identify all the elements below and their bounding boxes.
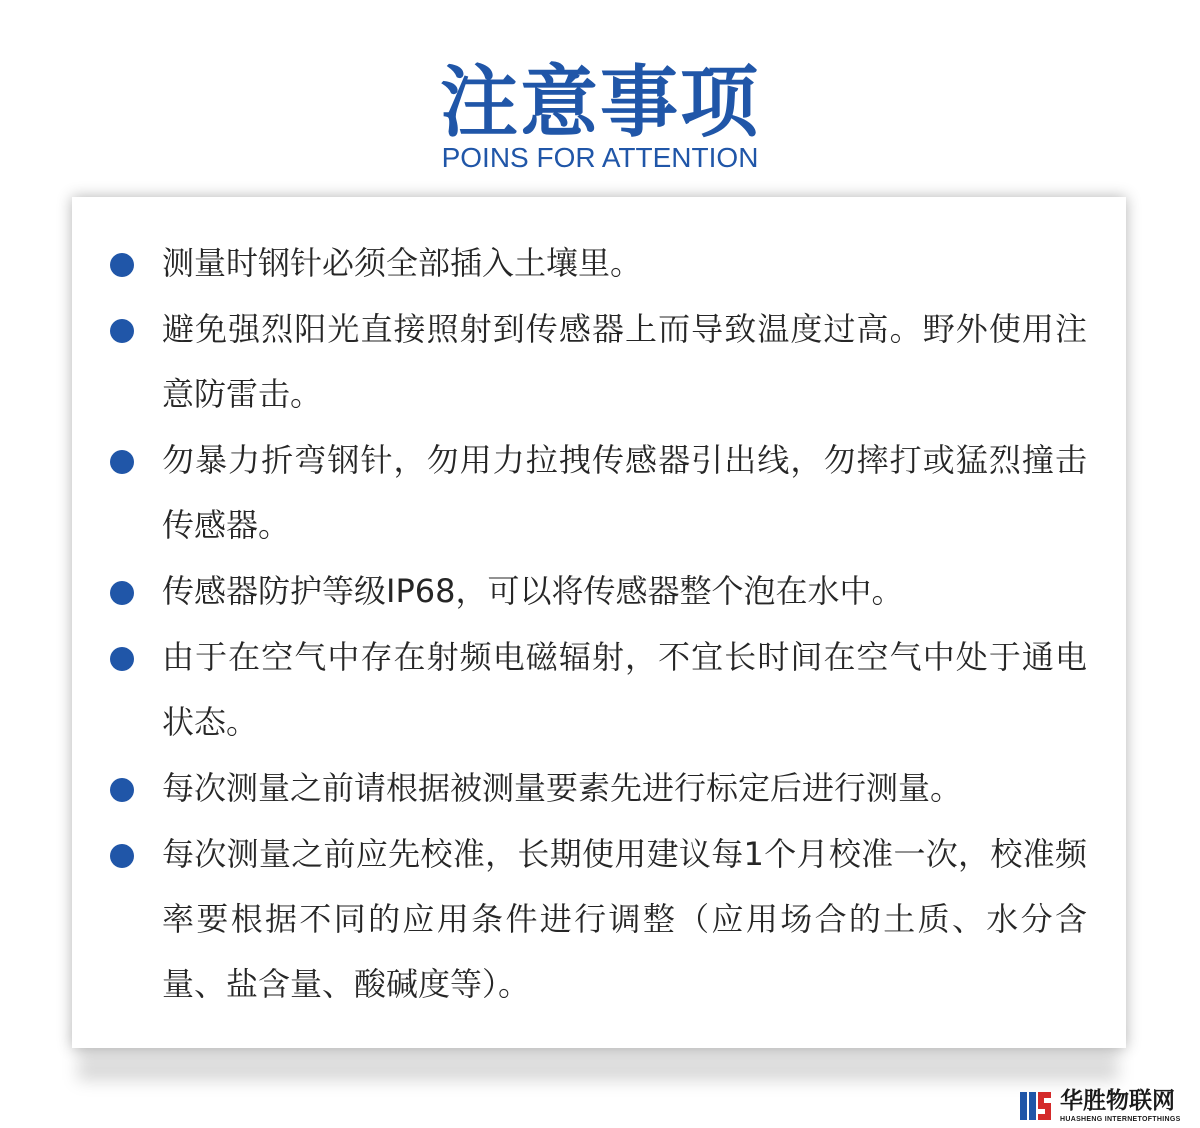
bullet-dot-icon [110,253,134,277]
bullet-dot-icon [110,647,134,671]
page-subtitle: POINS FOR ATTENTION [441,142,759,173]
note-text: 测量时钢针必须全部插入土壤里。 [162,244,643,282]
bullet-dot-icon [110,778,134,802]
note-text: 每次测量之前应先校准，长期使用建议每1个月校准一次，校准频率要根据不同的应用条件进行调整（应用场合的土质、水分含量、盐含量、酸碱度等）。 [162,835,1087,1003]
bullet-dot-icon [110,581,134,605]
note-text: 由于在空气中存在射频电磁辐射，不宜长时间在空气中处于通电状态。 [162,638,1087,741]
logo-name: 华胜物联网 [1060,1088,1175,1114]
page-title: 注意事项 [439,58,760,148]
bullet-dot-icon [110,319,134,343]
note-text: 避免强烈阳光直接照射到传感器上而导致温度过高。野外使用注意防雷击。 [162,310,1087,413]
brand-logo [1014,1087,1200,1127]
bullet-dot-icon [110,450,134,474]
notes-panel [72,197,1126,1048]
logo-tagline: HUASHENG INTERNETOFTHINGS [1060,1116,1181,1123]
note-text: 每次测量之前请根据被测量要素先进行标定后进行测量。 [162,769,963,807]
huasheng-logo-icon [1018,1089,1052,1123]
note-text: 勿暴力折弯钢针，勿用力拉拽传感器引出线，勿摔打或猛烈撞击传感器。 [162,441,1087,544]
bullet-dot-icon [110,844,134,868]
note-text: 传感器防护等级IP68，可以将传感器整个泡在水中。 [162,572,904,610]
